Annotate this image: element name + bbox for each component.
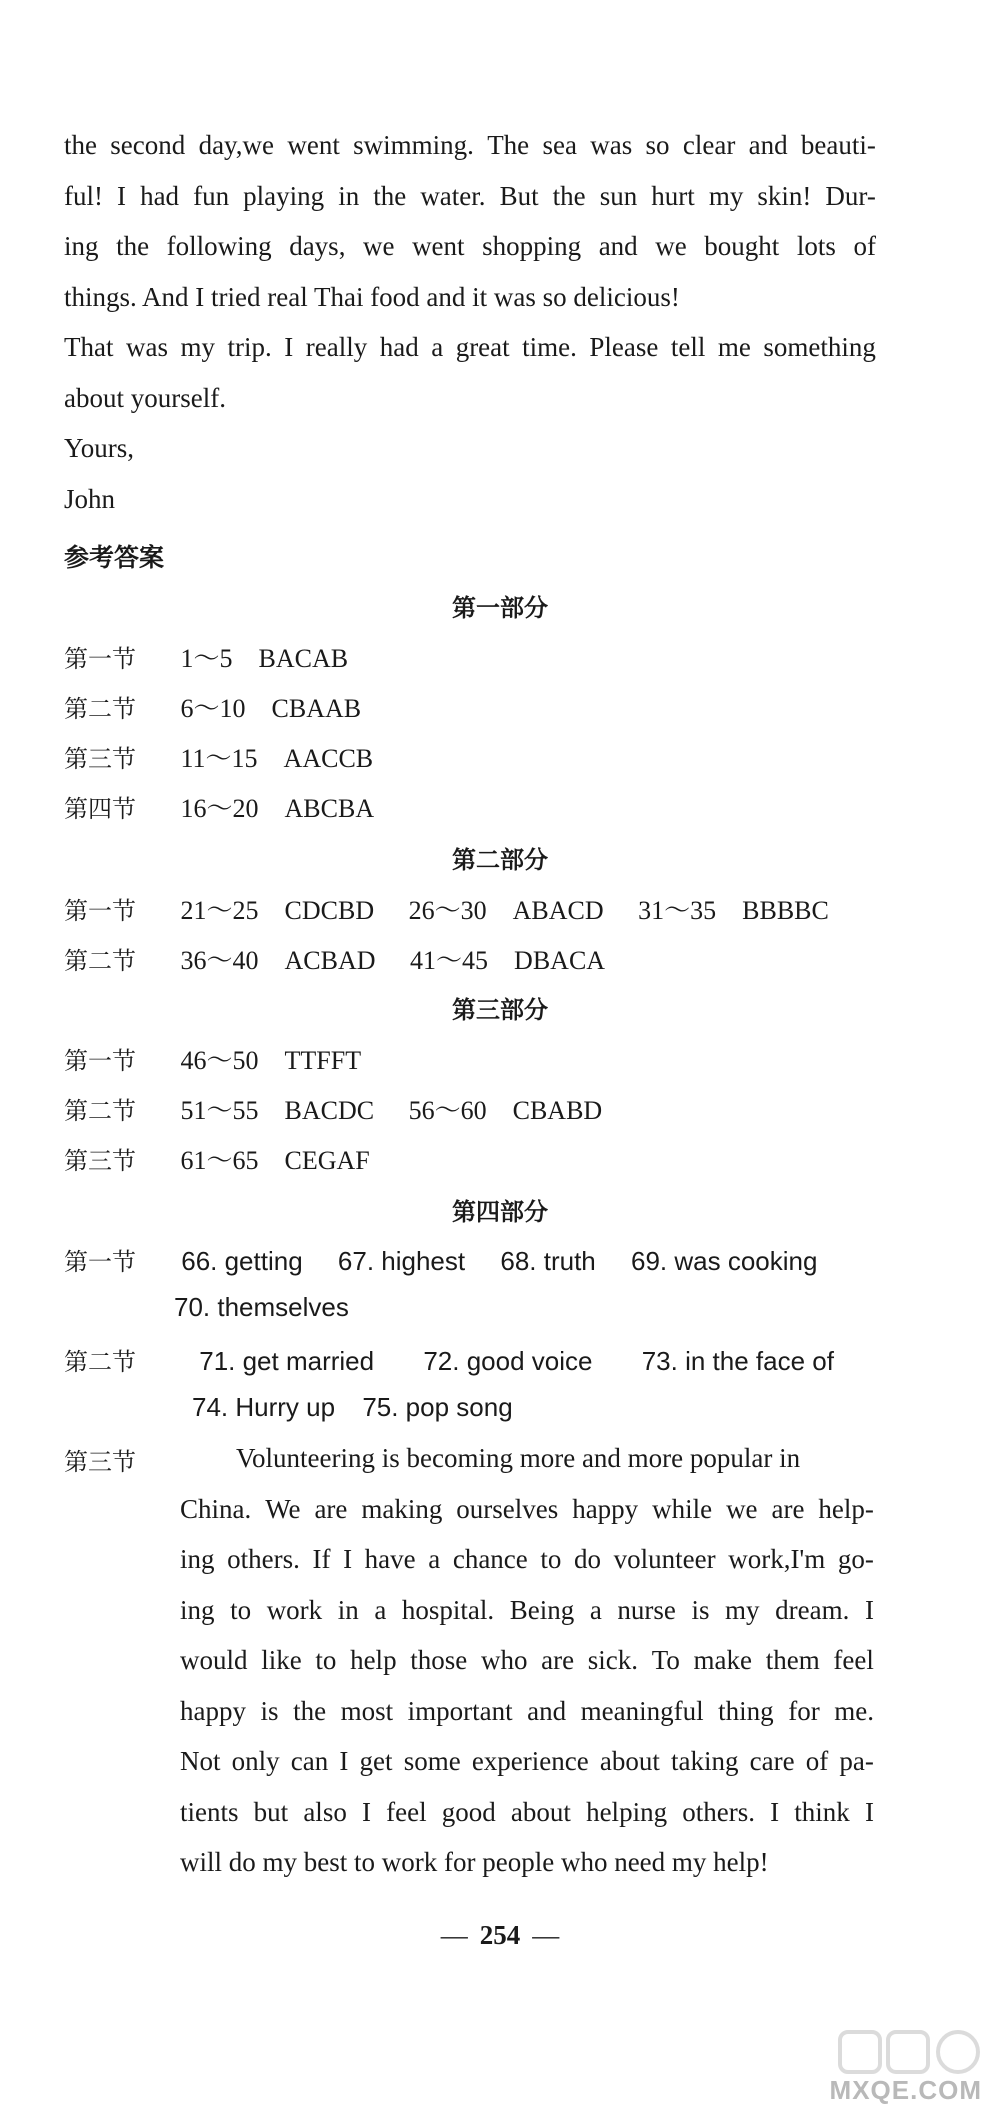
- answers-heading: 参考答案: [64, 543, 165, 572]
- answer-row: [64, 638, 376, 675]
- question-range: 26～30: [408, 896, 487, 925]
- essay-text: [180, 1433, 874, 1888]
- answer-row: [64, 738, 401, 775]
- section-label: 第二节: [64, 695, 136, 723]
- answer-row: [64, 1090, 630, 1127]
- question-range: 1～5: [180, 644, 233, 673]
- answer-row: [64, 1242, 845, 1277]
- section-label: 第三节: [64, 745, 136, 773]
- question-range: 56～60: [408, 1096, 487, 1125]
- answer-row: [64, 940, 633, 977]
- part-title: 第一部分: [452, 594, 548, 622]
- answer-phrase: 71. get married: [199, 1346, 375, 1376]
- essay-line: Volunteering is becoming more and more popular in: [236, 1443, 801, 1473]
- answer-row: [64, 1040, 389, 1077]
- part-title: 第二部分: [452, 846, 548, 874]
- answer-key: BACDC: [284, 1096, 375, 1125]
- answer-key: DBACA: [514, 946, 606, 975]
- answer-row: [64, 1140, 398, 1177]
- answer-key: ACBAD: [284, 946, 376, 975]
- answer-row: [174, 1292, 377, 1323]
- essay-line: happy is the most important and meaningful thing for me.: [180, 1695, 874, 1726]
- answer-phrase: 72. good voice: [423, 1346, 593, 1376]
- section-label: 第一节: [64, 1047, 136, 1075]
- question-range: 6～10: [180, 694, 246, 723]
- answer-word: 66. getting: [181, 1246, 303, 1276]
- answer-phrase: 75. pop song: [362, 1392, 513, 1422]
- section-label: 第一节: [64, 1248, 136, 1276]
- question-range: 41～45: [410, 946, 489, 975]
- answer-key: CBAAB: [271, 694, 362, 723]
- answer-word: 69. was cooking: [631, 1246, 818, 1276]
- answer-row: [64, 890, 857, 927]
- answer-key: AACCB: [283, 744, 374, 773]
- answer-word: 68. truth: [500, 1246, 596, 1276]
- letter-closing: Yours,: [64, 433, 135, 463]
- question-range: 36～40: [180, 946, 259, 975]
- answer-key: CEGAF: [284, 1146, 370, 1175]
- answer-phrase: 74. Hurry up: [192, 1392, 336, 1422]
- section-label: 第二节: [64, 1348, 136, 1376]
- letter-line: That was my trip. I really had a great time. Please tell me something: [64, 332, 876, 362]
- watermark-text: MXQE.COM: [829, 2075, 982, 2105]
- section-label: 第一节: [64, 897, 136, 925]
- part-title: 第四部分: [452, 1198, 548, 1226]
- letter-line: the second day,we went swimming. The sea was so clear and beauti-: [64, 130, 876, 160]
- essay-line: would like to help those who are sick. To make them feel: [180, 1645, 874, 1675]
- page-number: 254: [479, 1920, 521, 1950]
- page-footer: [0, 1920, 1000, 1951]
- essay-line: will do my best to work for people who need my help!: [180, 1847, 769, 1877]
- letter-text: [64, 120, 876, 524]
- answer-row: [192, 1392, 541, 1423]
- letter-signature: John: [64, 483, 116, 514]
- answer-row: [64, 1342, 862, 1377]
- answer-word: 67. highest: [337, 1246, 466, 1276]
- section-label: 第二节: [64, 1097, 136, 1125]
- answer-key: TTFFT: [284, 1046, 362, 1075]
- section-label: 第二节: [64, 947, 136, 975]
- section-label: 第四节: [64, 795, 136, 823]
- question-range: 61～65: [180, 1146, 259, 1175]
- section-label: 第一节: [64, 645, 136, 673]
- essay-line: tients but also I feel good about helping others. I think I: [180, 1796, 874, 1827]
- answer-key: CBABD: [512, 1096, 603, 1125]
- essay-line: Not only can I get some experience about taking care of pa-: [180, 1746, 874, 1776]
- question-range: 31～35: [638, 896, 717, 925]
- answer-key: BBBBC: [742, 896, 829, 925]
- essay-line: ing others. If I have a chance to do volunteer work,I'm go-: [180, 1544, 874, 1574]
- letter-line: about yourself.: [64, 382, 226, 413]
- question-range: 46～50: [180, 1046, 259, 1075]
- footer-dash: —: [440, 1920, 468, 1950]
- letter-line: ful! I had fun playing in the water. But the sun hurt my skin! Dur-: [64, 180, 876, 211]
- question-range: 21～25: [180, 896, 259, 925]
- essay-line: ing to work in a hospital. Being a nurse is my dream. I: [180, 1594, 874, 1625]
- answer-row: [64, 1442, 174, 1477]
- answer-key: ABCBA: [284, 794, 375, 823]
- letter-line: ing the following days, we went shopping and we bought lots of: [64, 231, 876, 261]
- section-label: 第三节: [64, 1448, 136, 1476]
- answer-phrase: 73. in the face of: [641, 1346, 834, 1376]
- question-range: 51～55: [180, 1096, 259, 1125]
- answer-row: [64, 688, 389, 725]
- answer-row: [64, 788, 402, 825]
- answer-key: CDCBD: [284, 896, 375, 925]
- letter-line: things. And I tried real Thai food and it was so delicious!: [64, 281, 680, 312]
- footer-dash: —: [532, 1920, 560, 1950]
- answer-key: ABACD: [512, 896, 604, 925]
- answer-word: 70. themselves: [174, 1292, 349, 1322]
- part-title: 第三部分: [452, 996, 548, 1024]
- question-range: 11～15: [180, 744, 258, 773]
- answer-key: BACAB: [258, 644, 349, 673]
- essay-line: China. We are making ourselves happy while we are help-: [180, 1493, 874, 1524]
- question-range: 16～20: [180, 794, 259, 823]
- section-label: 第三节: [64, 1147, 136, 1175]
